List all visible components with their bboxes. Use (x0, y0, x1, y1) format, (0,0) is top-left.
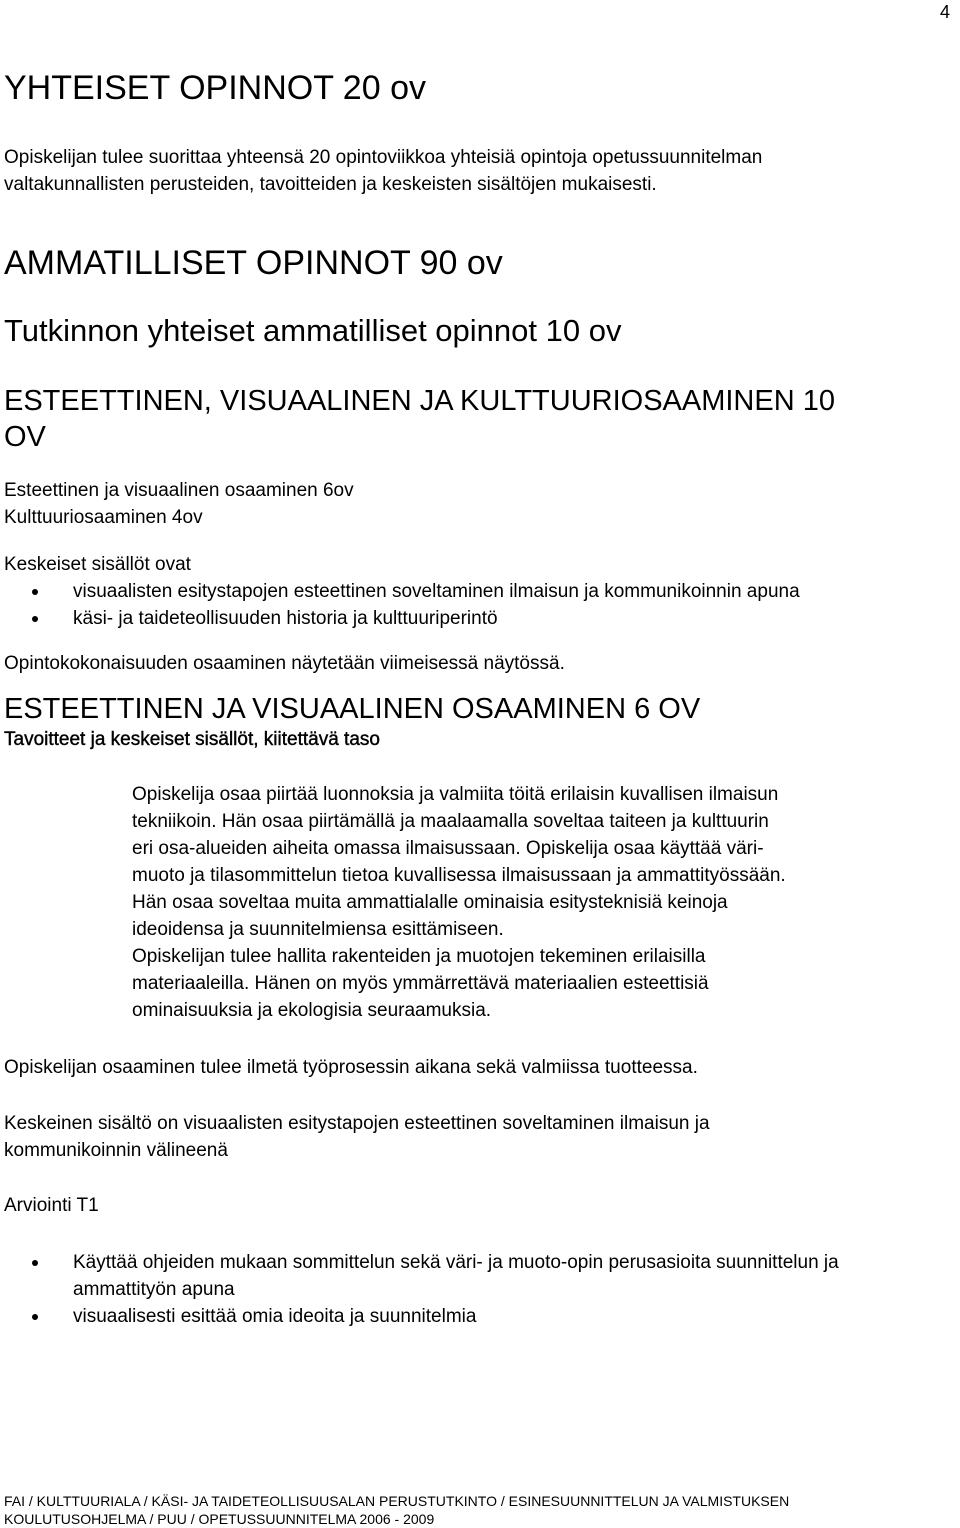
bullet-icon (32, 1260, 38, 1266)
esteettinen-title-line-1: ESTEETTINEN, VISUAALINEN JA KULTTUURIOSAAMINEN 10 (4, 385, 835, 417)
bullet-icon (32, 616, 38, 622)
yhteiset-text-line-1: Opiskelijan tulee suorittaa yhteensä 20 opintoviikkoa yhteisiä opintoja opetussuunnitelman (4, 147, 763, 168)
esteettinen-title-line-2: OV (4, 421, 46, 453)
list-item (4, 1249, 854, 1303)
list-item-text: käsi- ja taideteollisuuden historia ja kulttuuriperintö (73, 608, 498, 629)
naytto-text: Opintokokonaisuuden osaaminen näytetään viimeisessä näytössä. (4, 653, 565, 674)
evo-line: muoto ja tilasommittelun tietoa kuvallisessa ilmaisussaan ja ammattityössään. (132, 865, 786, 886)
osaaminen-text: Opiskelijan osaaminen tulee ilmetä työprosessin aikana sekä valmiissa tuotteessa. (4, 1057, 698, 1078)
page-number: 4 (940, 2, 951, 22)
arviointi-label: Arviointi T1 (4, 1195, 99, 1216)
footer-line-2: KOULUTUSOHJELMA / PUU / OPETUSSUUNNITELMA 2006 - 2009 (4, 1511, 435, 1527)
keskeinen-text-line-2: kommunikoinnin välineenä (4, 1140, 228, 1161)
evo-line: eri osa-alueiden aiheita omassa ilmaisussaan. Opiskelija osaa käyttää väri- (132, 838, 764, 859)
bullet-icon (32, 589, 38, 595)
evo-description (132, 781, 954, 1024)
module-culture: Kulttuuriosaaminen 4ov (4, 507, 203, 528)
yhteiset-title: YHTEISET OPINNOT 20 ov (4, 69, 426, 107)
evo-line: ominaisuuksia ja ekologisia seuraamuksia. (132, 1000, 492, 1021)
module-visual: Esteettinen ja visuaalinen osaaminen 6ov (4, 480, 354, 501)
evo-line: Hän osaa soveltaa muita ammattialalle ominaisia esitysteknisiä keinoja (132, 892, 728, 913)
yhteiset-text-line-2: valtakunnallisten perusteiden, tavoitteiden ja keskeisten sisältöjen mukaisesti. (4, 174, 657, 195)
list-item (4, 1303, 854, 1330)
list-item-text: visuaalisten esitystapojen esteettinen soveltaminen ilmaisun ja kommunikoinnin apuna (73, 581, 800, 602)
list-item-text: visuaalisesti esittää omia ideoita ja suunnitelmia (73, 1306, 477, 1327)
keskeinen-text-line-1: Keskeinen sisältö on visuaalisten esitystapojen esteettinen soveltaminen ilmaisun ja (4, 1113, 710, 1134)
bullet-icon (32, 1314, 38, 1320)
keskeiset-label: Keskeiset sisällöt ovat (4, 554, 191, 575)
ammatilliset-title: AMMATILLISET OPINNOT 90 ov (4, 244, 503, 282)
evo-line: ideoidensa ja suunnitelmiensa esittämiseen. (132, 919, 504, 940)
evo-line: Opiskelija osaa piirtää luonnoksia ja valmiita töitä erilaisin kuvallisen ilmaisun (132, 784, 779, 805)
evo-line: materiaaleilla. Hänen on myös ymmärrettävä materiaalien esteettisiä (132, 973, 709, 994)
arviointi-list (4, 1249, 854, 1330)
tutkinnon-title: Tutkinnon yhteiset ammatilliset opinnot 10 ov (4, 313, 622, 348)
document-body (4, 66, 954, 1330)
list-item (4, 605, 884, 632)
evo-title: ESTEETTINEN JA VISUAALINEN OSAAMINEN 6 OV (4, 693, 701, 725)
evo-line: Opiskelijan tulee hallita rakenteiden ja muotojen tekeminen erilaisilla (132, 946, 706, 967)
evo-line: tekniikoin. Hän osaa piirtämällä ja maalaamalla soveltaa taiteen ja kulttuurin (132, 811, 769, 832)
list-item (4, 578, 884, 605)
evo-subtitle: Tavoitteet ja keskeiset sisällöt, kiitettävä taso (4, 729, 380, 750)
footer-line-1: FAI / KULTTUURIALA / KÄSI- JA TAIDETEOLLISUUSALAN PERUSTUTKINTO / ESINESUUNNITTELUN JA VALMISTUKSEN (4, 1493, 790, 1509)
list-item-text: Käyttää ohjeiden mukaan sommittelun sekä väri- ja muoto-opin perusasioita suunnittelun ja ammattityön apuna (73, 1252, 839, 1300)
keskeiset-list (4, 578, 884, 632)
page-footer (4, 1492, 954, 1528)
